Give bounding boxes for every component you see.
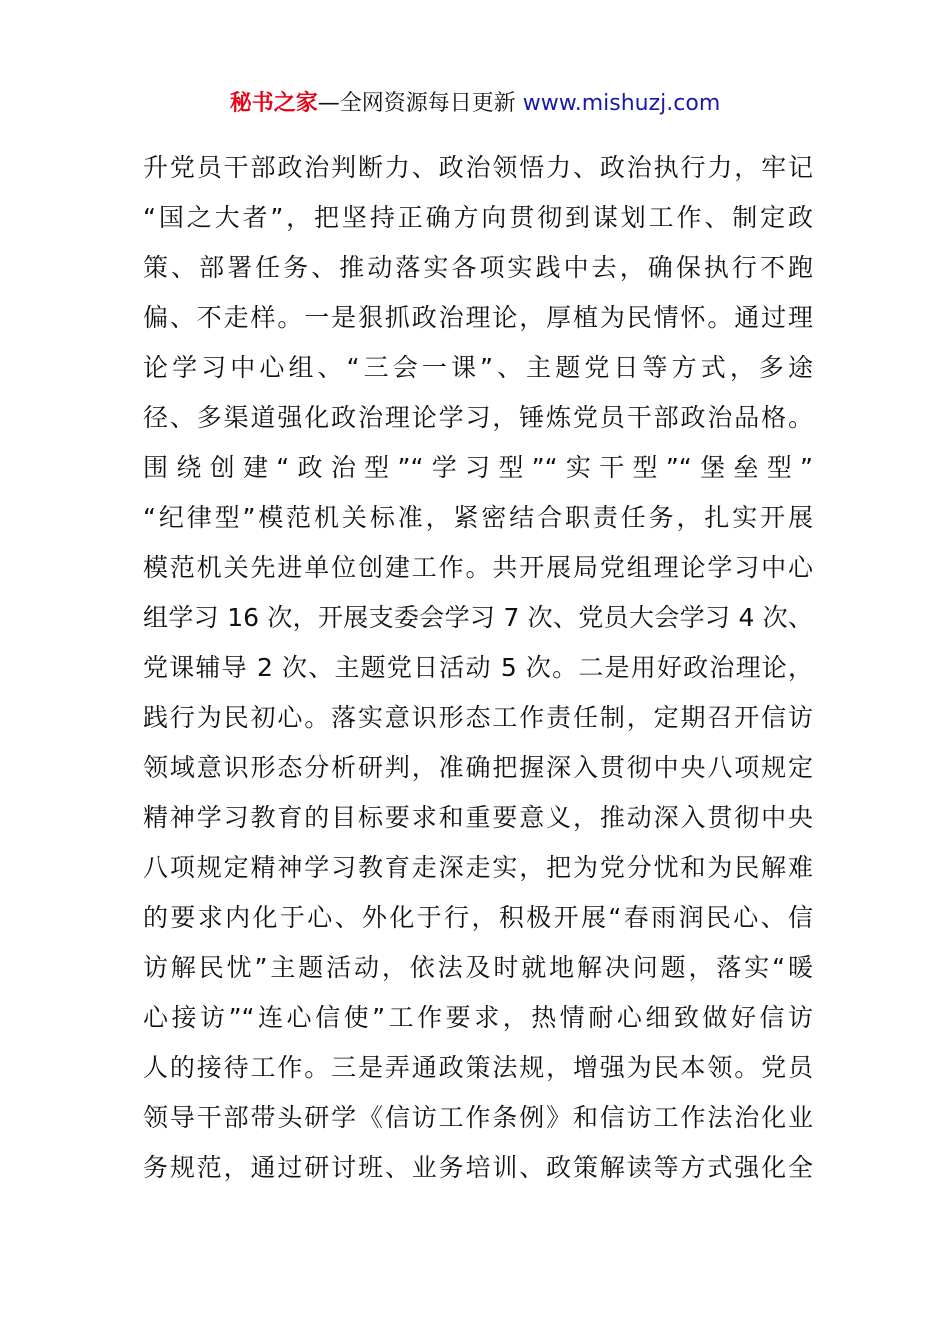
- body-line: 策、部署任务、推动落实各项实践中去，确保执行不跑: [143, 253, 813, 282]
- body-line: 偏、不走样。一是狠抓政治理论，厚植为民情怀。通过理: [143, 303, 813, 332]
- body-line: 八项规定精神学习教育走深走实，把为党分忧和为民解难: [143, 853, 813, 882]
- body-line: 升党员干部政治判断力、政治领悟力、政治执行力，牢记: [143, 153, 813, 182]
- body-line: 的要求内化于心、外化于行，积极开展“春雨润民心、信: [143, 903, 813, 932]
- body-line: 务规范，通过研讨班、业务培训、政策解读等方式强化全: [143, 1153, 813, 1182]
- body-line: 模范机关先进单位创建工作。共开展局党组理论学习中心: [143, 553, 813, 582]
- body-line: 围绕创建“政治型”“学习型”“实干型”“堡垒型”: [143, 453, 813, 482]
- body-line: 践行为民初心。落实意识形态工作责任制，定期召开信访: [143, 703, 813, 732]
- body-line: “纪律型”模范机关标准，紧密结合职责任务，扎实开展: [143, 503, 813, 532]
- site-url-link[interactable]: www.mishuzj.com: [522, 91, 721, 116]
- body-line: 人的接待工作。三是弄通政策法规，增强为民本领。党员: [143, 1053, 813, 1082]
- document-body: [143, 143, 813, 1193]
- brand-name: 秘书之家: [229, 91, 318, 116]
- site-header: [0, 88, 950, 120]
- body-line: 心接访”“连心信使”工作要求，热情耐心细致做好信访: [143, 1003, 813, 1032]
- body-line: 论学习中心组、“三会一课”、主题党日等方式，多途: [143, 353, 813, 382]
- header-slogan: —全网资源每日更新: [317, 91, 516, 116]
- body-line: 党课辅导 2 次、主题党日活动 5 次。二是用好政治理论，: [143, 653, 813, 682]
- body-line: 径、多渠道强化政治理论学习，锤炼党员干部政治品格。: [143, 403, 813, 432]
- body-line: 领导干部带头研学《信访工作条例》和信访工作法治化业: [143, 1103, 813, 1132]
- body-line: “国之大者”，把坚持正确方向贯彻到谋划工作、制定政: [143, 203, 813, 232]
- body-line: 领域意识形态分析研判，准确把握深入贯彻中央八项规定: [143, 753, 813, 782]
- body-line: 精神学习教育的目标要求和重要意义，推动深入贯彻中央: [143, 803, 813, 832]
- body-line: 组学习 16 次，开展支委会学习 7 次、党员大会学习 4 次、: [143, 603, 813, 632]
- body-line: 访解民忧”主题活动，依法及时就地解决问题，落实“暖: [143, 953, 813, 982]
